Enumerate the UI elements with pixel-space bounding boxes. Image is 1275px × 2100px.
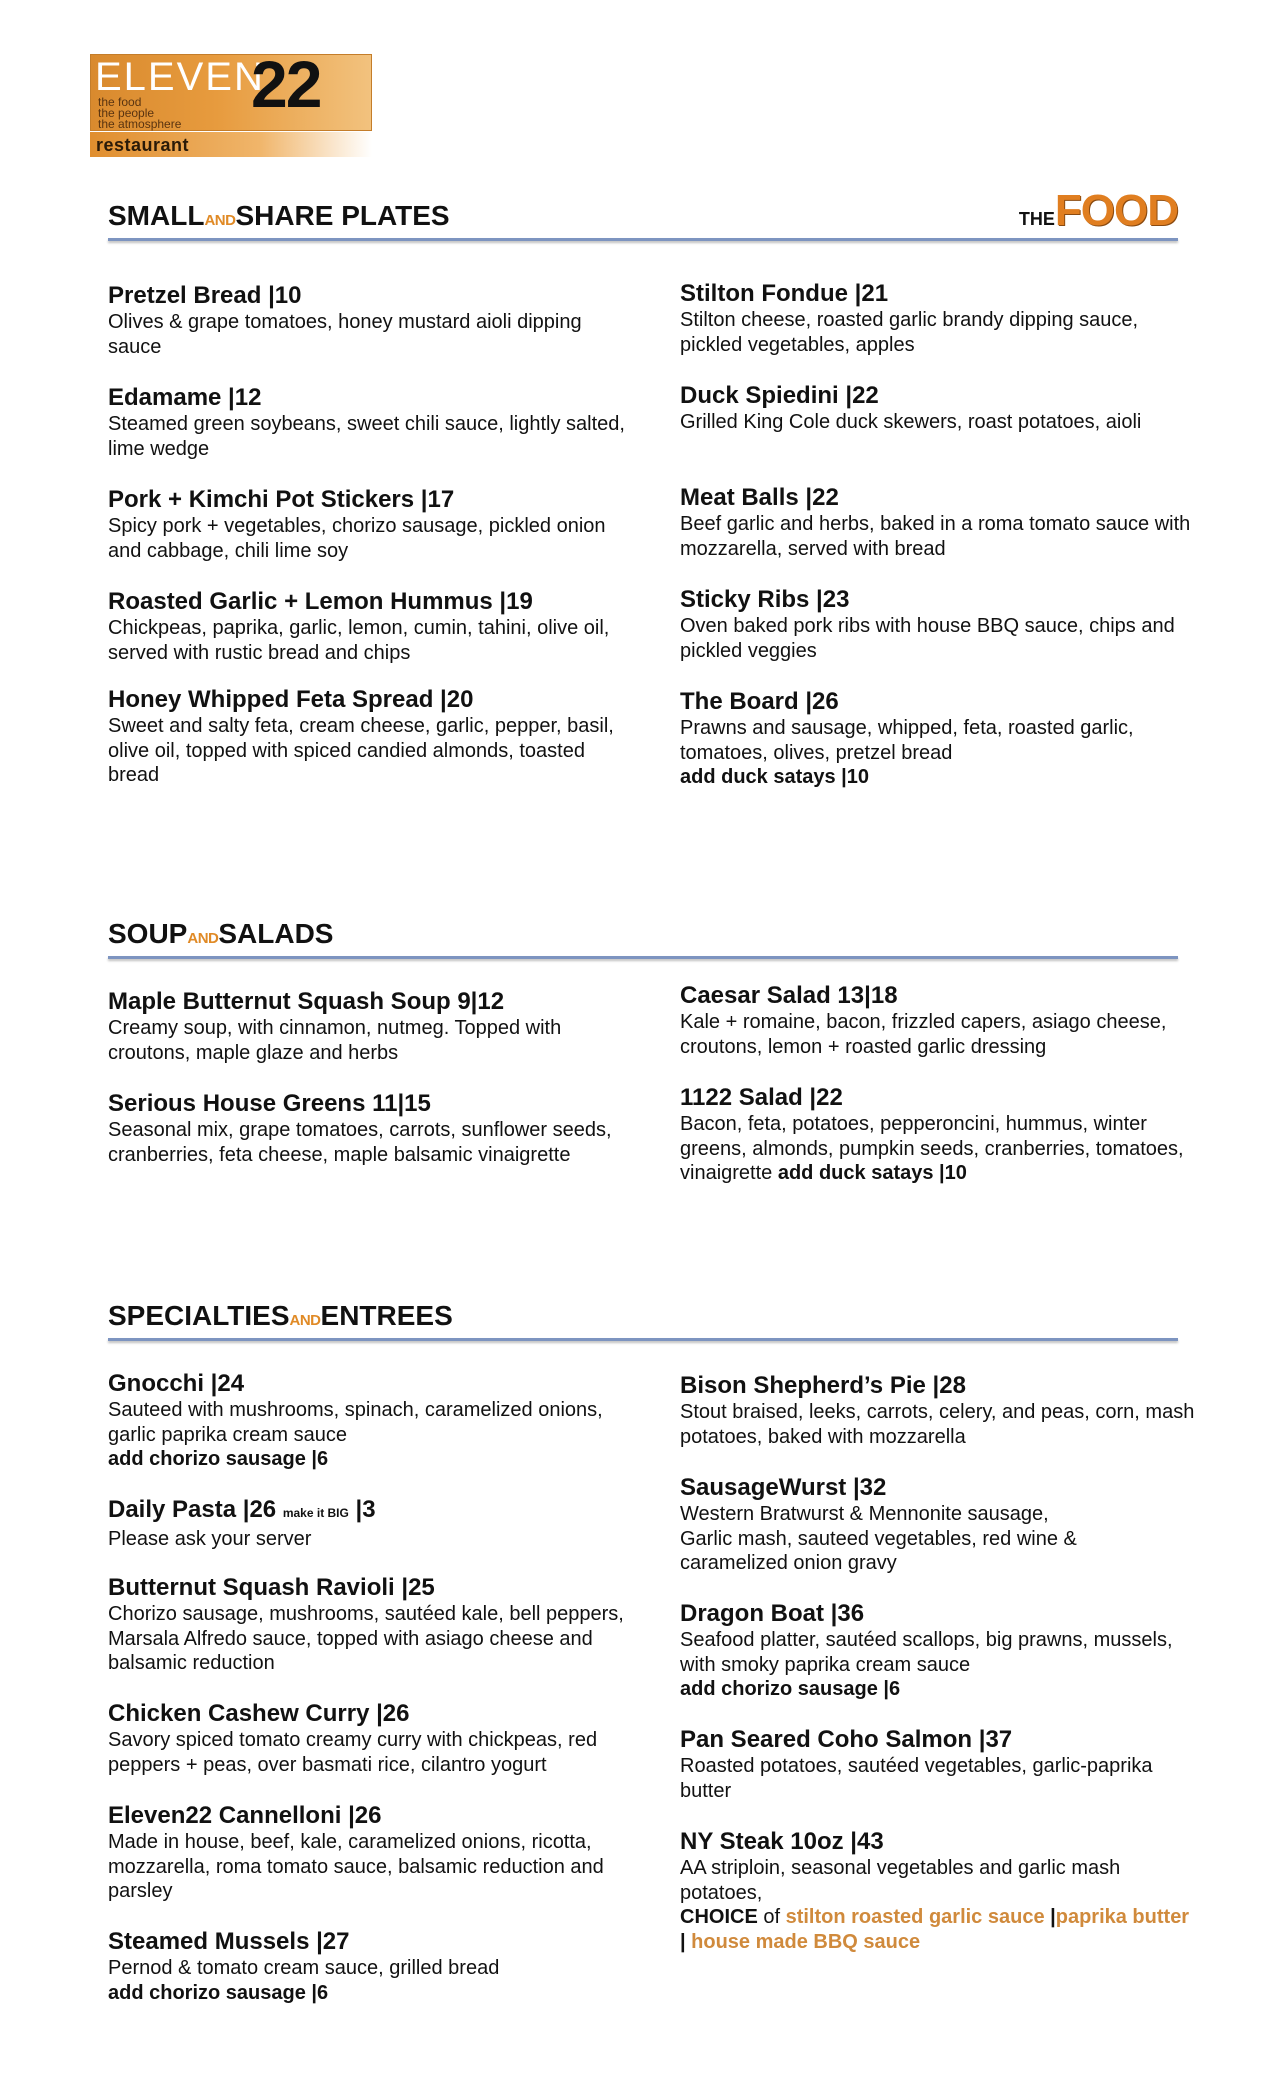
menu-item xyxy=(108,282,628,359)
item-description-line: caramelized onion gravy xyxy=(680,1552,897,1574)
item-addon: add chorizo sausage |6 xyxy=(680,1678,901,1700)
section-title xyxy=(108,1300,453,1332)
menu-item xyxy=(108,588,628,665)
logo-subbar xyxy=(90,132,372,157)
section-title-part: SHARE PLATES xyxy=(235,200,450,231)
menu-item xyxy=(680,982,1200,1059)
item-name: Meat Balls |22 xyxy=(680,484,839,511)
menu-item xyxy=(108,1700,628,1777)
item-description xyxy=(680,1112,1200,1186)
item-name: NY Steak 10oz |43 xyxy=(680,1828,884,1855)
item-description: Grilled King Cole duck skewers, roast potatoes, aioli xyxy=(680,411,1142,433)
and-connector: AND xyxy=(289,1312,321,1329)
item-name: Honey Whipped Feta Spread |20 xyxy=(108,686,474,713)
item-description: Stilton cheese, roasted garlic brandy dipping sauce, pickled vegetables, apples xyxy=(680,309,1139,356)
item-description: Seafood platter, sautéed scallops, big prawns, mussels, with smoky paprika cream sauce xyxy=(680,1629,1173,1676)
item-name-tail: |3 xyxy=(348,1496,376,1523)
menu-item xyxy=(680,1828,1200,1954)
item-name: Duck Spiedini |22 xyxy=(680,382,879,409)
menu-item xyxy=(108,384,628,461)
section-title-part: SOUP xyxy=(108,918,188,949)
item-name: Steamed Mussels |27 xyxy=(108,1928,350,1955)
item-name: Chicken Cashew Curry |26 xyxy=(108,1700,410,1727)
item-description: Beef garlic and herbs, baked in a roma tomato sauce with mozzarella, served with bread xyxy=(680,513,1191,560)
section-title xyxy=(108,200,450,232)
menu-item xyxy=(108,1496,628,1552)
item-description: Sauteed with mushrooms, spinach, caramelized onions, garlic paprika cream sauce xyxy=(108,1399,603,1446)
section-header-entrees xyxy=(108,1300,1178,1332)
item-description: Prawns and sausage, whipped, feta, roasted garlic, tomatoes, olives, pretzel bread xyxy=(680,717,1134,764)
item-name: 1122 Salad |22 xyxy=(680,1084,843,1111)
menu-item xyxy=(108,1370,628,1472)
section-title-part: SALADS xyxy=(218,918,334,949)
menu-item xyxy=(680,280,1200,357)
item-addon: add chorizo sausage |6 xyxy=(108,1448,329,1470)
section-header-small-plates xyxy=(108,186,1178,235)
item-name: Pretzel Bread |10 xyxy=(108,282,302,309)
item-description: Oven baked pork ribs with house BBQ sauce, chips and pickled veggies xyxy=(680,615,1175,662)
section-divider xyxy=(108,238,1178,241)
section-divider xyxy=(108,1338,1178,1341)
logo-subtitle: restaurant xyxy=(96,135,190,155)
item-addon: add chorizo sausage |6 xyxy=(108,1981,329,2004)
item-name: Maple Butternut Squash Soup 9|12 xyxy=(108,988,505,1015)
item-description: Please ask your server xyxy=(108,1528,312,1550)
logo-tagline-line: the people xyxy=(98,106,155,120)
logo-tagline xyxy=(98,97,181,130)
item-addon: add duck satays |10 xyxy=(777,1162,967,1184)
item-name: SausageWurst |32 xyxy=(680,1474,887,1501)
item-description: Chickpeas, paprika, garlic, lemon, cumin, tahini, olive oil, served with rustic bread and chips xyxy=(108,617,610,664)
item-description: Olives & grape tomatoes, honey mustard aioli dipping sauce xyxy=(108,311,582,358)
badge-food: FOOD xyxy=(1054,186,1178,235)
item-name: Caesar Salad 13|18 xyxy=(680,982,898,1009)
item-description: Spicy pork + vegetables, chorizo sausage, pickled onion and cabbage, chili lime soy xyxy=(108,515,606,562)
item-description: Stout braised, leeks, carrots, celery, and peas, corn, mash potatoes, baked with mozzarella xyxy=(680,1401,1195,1448)
item-description: AA striploin, seasonal vegetables and garlic mash potatoes, xyxy=(680,1857,1121,1904)
item-description: Kale + romaine, bacon, frizzled capers, asiago cheese, croutons, lemon + roasted garlic dressing xyxy=(680,1011,1167,1058)
menu-item xyxy=(108,486,628,563)
item-description xyxy=(680,1502,1200,1576)
item-name-main: Daily Pasta |26 xyxy=(108,1496,283,1523)
logo-banner xyxy=(90,47,372,131)
section-title xyxy=(108,918,333,950)
item-name: Edamame |12 xyxy=(108,384,262,411)
item-description-line: Garlic mash, sauteed vegetables, red wine & xyxy=(680,1527,1077,1550)
menu-item xyxy=(108,1574,628,1676)
choice-separator: | xyxy=(1044,1906,1056,1928)
choice-label: CHOICE xyxy=(680,1906,758,1928)
menu-item xyxy=(680,1474,1200,1576)
badge-the: THE xyxy=(1018,209,1055,229)
menu-item xyxy=(680,688,1200,790)
item-name: Serious House Greens 11|15 xyxy=(108,1090,431,1117)
section-divider xyxy=(108,956,1178,959)
item-description: Made in house, beef, kale, caramelized onions, ricotta, mozzarella, roma tomato sauce, balsamic reduction and parsley xyxy=(108,1831,604,1902)
choice-separator: | xyxy=(680,1930,692,1953)
menu-item xyxy=(108,1928,628,2005)
section-header-soup-salads xyxy=(108,918,1178,950)
menu-item xyxy=(108,686,628,788)
item-description-text: Bacon, feta, potatoes, pepperoncini, hummus, winter greens, almonds, pumpkin seeds, cranberries, tomatoes, vinaigrette xyxy=(680,1113,1184,1184)
the-food-badge xyxy=(1019,186,1178,236)
menu-item xyxy=(680,382,1200,435)
item-description: Chorizo sausage, mushrooms, sautéed kale, bell peppers, Marsala Alfredo sauce, topped with asiago cheese and balsamic reduction xyxy=(108,1603,624,1674)
menu-item xyxy=(680,1372,1200,1449)
sauce-option: paprika butter xyxy=(1055,1906,1190,1928)
item-description: Seasonal mix, grape tomatoes, carrots, sunflower seeds, cranberries, feta cheese, maple balsamic vinaigrette xyxy=(108,1119,612,1166)
and-connector: AND xyxy=(187,930,219,947)
item-name: Gnocchi |24 xyxy=(108,1370,245,1397)
item-name xyxy=(108,1496,628,1527)
sauce-option: stilton roasted garlic sauce xyxy=(785,1906,1045,1928)
and-connector: AND xyxy=(204,212,236,229)
menu-item xyxy=(108,988,628,1065)
item-name: Roasted Garlic + Lemon Hummus |19 xyxy=(108,588,533,615)
item-description: Steamed green soybeans, sweet chili sauce, lightly salted, lime wedge xyxy=(108,413,625,460)
section-title-part: ENTREES xyxy=(320,1300,453,1331)
menu-item xyxy=(680,484,1200,561)
sauce-choice xyxy=(680,1905,1200,1954)
section-title-part: SMALL xyxy=(108,200,205,231)
item-name: Eleven22 Cannelloni |26 xyxy=(108,1802,382,1829)
item-name: Stilton Fondue |21 xyxy=(680,280,889,307)
menu-item xyxy=(680,1084,1200,1186)
menu-item xyxy=(108,1090,628,1167)
item-description: Pernod & tomato cream sauce, grilled bread xyxy=(108,1957,500,1979)
logo-name: ELEVEN xyxy=(95,55,265,99)
item-addon: add duck satays |10 xyxy=(680,766,870,788)
item-description: Creamy soup, with cinnamon, nutmeg. Topped with croutons, maple glaze and herbs xyxy=(108,1017,562,1064)
section-title-part: SPECIALTIES xyxy=(108,1300,290,1331)
item-name: Butternut Squash Ravioli |25 xyxy=(108,1574,435,1601)
menu-item xyxy=(680,1726,1200,1803)
logo-tagline-line: the atmosphere xyxy=(98,117,182,131)
item-description-line: Western Bratwurst & Mennonite sausage, xyxy=(680,1503,1049,1525)
item-name: Bison Shepherd’s Pie |28 xyxy=(680,1372,966,1399)
item-name: Sticky Ribs |23 xyxy=(680,586,850,613)
item-description: Savory spiced tomato creamy curry with chickpeas, red peppers + peas, over basmati rice, cilantro yogurt xyxy=(108,1729,598,1776)
item-description: Roasted potatoes, sautéed vegetables, garlic-paprika butter xyxy=(680,1755,1153,1802)
logo-number: 22 xyxy=(251,47,321,121)
sauce-option: house made BBQ sauce xyxy=(691,1930,921,1953)
logo-tagline-line: the food xyxy=(98,95,142,109)
item-description: Sweet and salty feta, cream cheese, garlic, pepper, basil, olive oil, topped with spiced candied almonds, toasted bread xyxy=(108,715,614,786)
restaurant-logo xyxy=(90,47,372,157)
menu-item xyxy=(680,1600,1200,1702)
item-name: Dragon Boat |36 xyxy=(680,1600,865,1627)
menu-item xyxy=(108,1802,628,1904)
item-name-note: make it BIG xyxy=(282,1506,349,1520)
item-name: The Board |26 xyxy=(680,688,839,715)
item-name: Pork + Kimchi Pot Stickers |17 xyxy=(108,486,455,513)
item-name: Pan Seared Coho Salmon |37 xyxy=(680,1726,1013,1753)
menu-item xyxy=(680,586,1200,663)
choice-of: of xyxy=(757,1906,786,1928)
